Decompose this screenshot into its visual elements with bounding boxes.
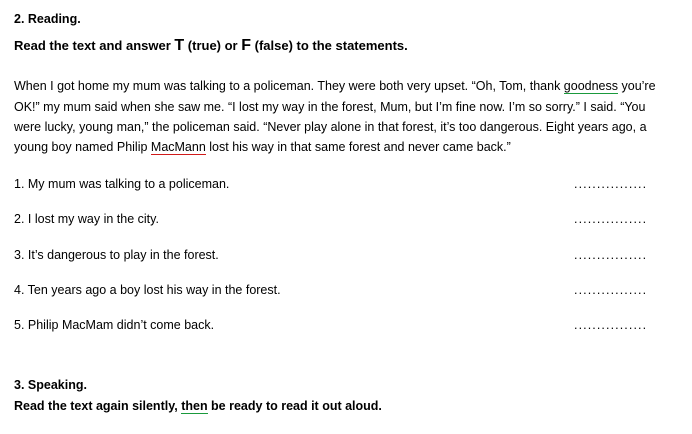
statement-text: 2. I lost my way in the city. [14, 212, 159, 227]
instruction-text-prefix: Read the text and answer [14, 38, 175, 54]
speaking-instruction-part-1: Read the text again silently, [14, 398, 182, 413]
statements-list [14, 175, 678, 334]
passage-part-1: When I got home my mum was talking to a policeman. They were both very upset. “Oh, Tom, thank [14, 79, 564, 94]
statement-text: 1. My mum was talking to a policeman. [14, 177, 230, 192]
passage-part-2: you’re OK!” my mum said when she saw me. “I lost my way in the forest, Mum, but I’m fine now. I’m so sorry.” I said. “You were lucky, young man,” the policeman said. “Never play alone in that forest, it’s too dangerous. Eight years ago, a young boy named Philip [14, 79, 656, 155]
statement-row [14, 316, 678, 334]
reading-instruction [14, 34, 678, 57]
passage-part-3: lost his way in that same forest and never came back.” [205, 140, 511, 155]
statement-row [14, 246, 678, 264]
speaking-instruction [14, 397, 382, 415]
statement-text: 5. Philip MacMam didn’t come back. [14, 317, 215, 332]
section-heading-reading: 2. Reading. [14, 12, 81, 26]
instruction-letter-false: F [241, 37, 252, 55]
instruction-text-mid1: (true) or [184, 38, 242, 54]
passage-underlined-goodness: goodness [563, 79, 619, 94]
statement-answer-blank[interactable]: ................ [574, 247, 648, 262]
speaking-section [14, 376, 382, 418]
instruction-text-mid2: (false) to the statements. [251, 38, 408, 54]
speaking-underlined-then: then [181, 398, 208, 413]
statement-row [14, 175, 678, 193]
section-heading-speaking: 3. Speaking. [14, 377, 87, 392]
statement-text: 3. It’s dangerous to play in the forest. [14, 247, 219, 262]
statement-answer-blank[interactable]: ................ [574, 282, 648, 297]
statement-answer-blank[interactable]: ................ [574, 177, 648, 192]
instruction-letter-true: T [174, 37, 185, 55]
speaking-instruction-part-2: be ready to read it out aloud. [207, 398, 382, 413]
statement-row [14, 281, 678, 299]
statement-answer-blank[interactable]: ................ [574, 317, 648, 332]
statement-answer-blank[interactable]: ................ [574, 212, 648, 227]
statement-row [14, 210, 678, 228]
reading-passage [14, 76, 666, 157]
passage-underlined-macmann: MacMann [150, 140, 206, 155]
statement-text: 4. Ten years ago a boy lost his way in the forest. [14, 282, 281, 297]
